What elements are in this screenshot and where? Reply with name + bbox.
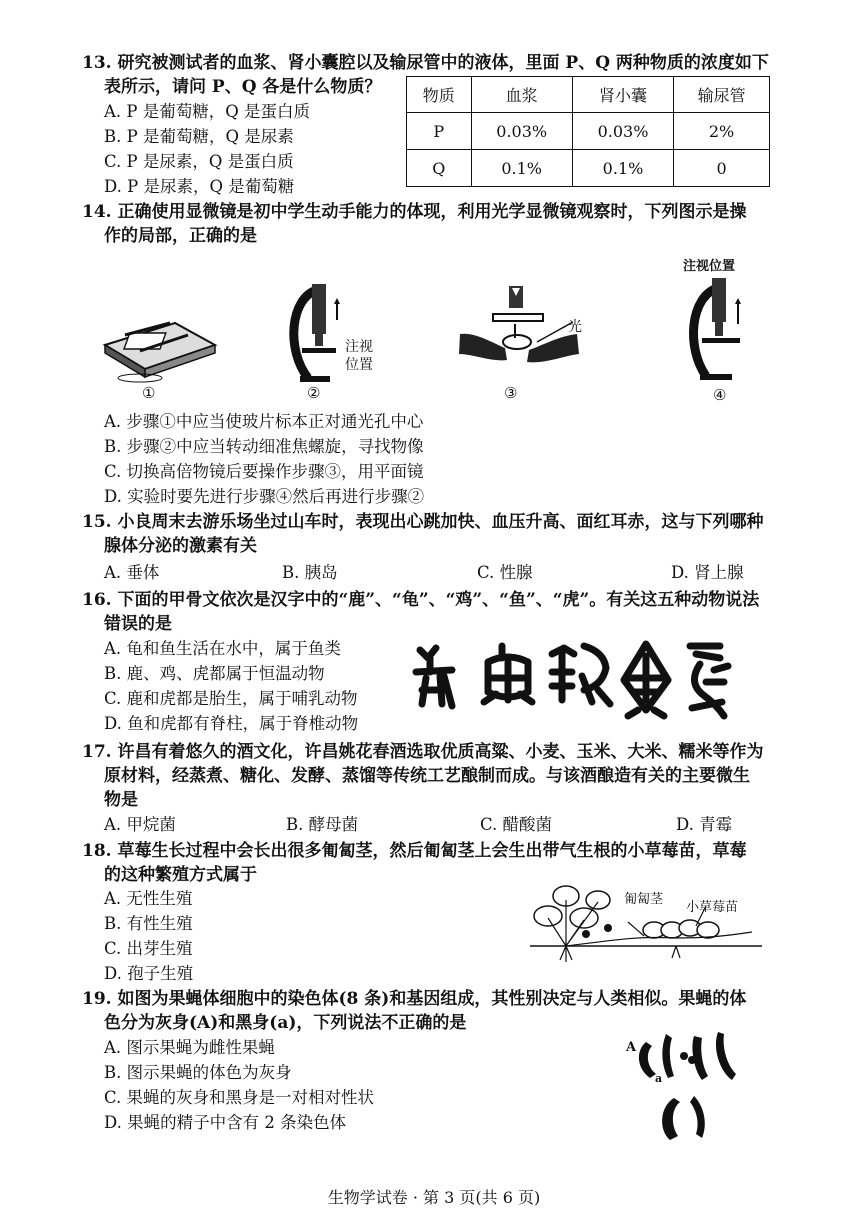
q14-figure-3-number: ③ (504, 384, 518, 402)
oracle-chicken-icon (552, 646, 610, 704)
table-cell: 0 (674, 150, 770, 187)
q19-gene-label-A: A (626, 1040, 637, 1055)
q18-option-c[interactable]: C. 出芽生殖 (104, 939, 193, 958)
oracle-tiger-icon (690, 646, 728, 716)
table-cell: 0.03% (471, 113, 572, 150)
q19-stem-line1: 19. 如图为果蝇体细胞中的染色体(8 条)和基因组成，其性别决定与人类相似。果蝇的体 (82, 989, 747, 1009)
q14-stem-line1: 14. 正确使用显微镜是初中学生动手能力的体现，利用光学显微镜观察时，下列图示是操 (82, 202, 747, 222)
q14-figure-2-number: ② (307, 384, 321, 402)
q19-option-d[interactable]: D. 果蝇的精子中含有 2 条染色体 (104, 1113, 347, 1132)
q17-option-a[interactable]: A. 甲烷菌 (104, 815, 176, 834)
q13-concentration-table (406, 76, 770, 187)
q16-option-d[interactable]: D. 鱼和虎都有脊柱，属于脊椎动物 (104, 714, 359, 733)
q13-option-a[interactable]: A. P 是葡萄糖，Q 是蛋白质 (104, 102, 311, 121)
table-cell: Q (407, 150, 472, 187)
table-cell: 0.03% (572, 113, 673, 150)
q13-stem-line2: 表所示，请问 P、Q 各是什么物质？ (104, 77, 382, 97)
q19-stem-line2: 色分为灰身(A)和黑身(a)，下列说法不正确的是 (104, 1013, 467, 1033)
q15-stem-line1: 15. 小良周末去游乐场坐过山车时，表现出心跳加快、血压升高、面红耳赤，这与下列哪种 (82, 512, 764, 532)
q19-option-a[interactable]: A. 图示果蝇为雌性果蝇 (104, 1038, 275, 1057)
q15-option-c[interactable]: C. 性腺 (477, 563, 533, 582)
q14-watch-label: 注视 (345, 339, 373, 355)
oracle-fish-icon (624, 644, 668, 716)
q16-option-c[interactable]: C. 鹿和虎都是胎生，属于哺乳动物 (104, 689, 358, 708)
q14-watch-position-top-label: 注视位置 (683, 259, 736, 274)
q14-option-c[interactable]: C. 切换高倍物镜后要操作步骤③，用平面镜 (104, 462, 424, 481)
q17-option-b[interactable]: B. 酵母菌 (286, 815, 359, 834)
table-cell: P (407, 113, 472, 150)
q13-stem-line1: 13. 研究被测试者的血浆、肾小囊腔以及输尿管中的液体，里面 P、Q 两种物质的浓度如下 (82, 53, 769, 73)
q14-position-label: 位置 (345, 357, 373, 373)
q14-stem-line2: 作的局部，正确的是 (104, 226, 257, 246)
table-header: 血浆 (471, 77, 572, 113)
q18-stolon-label: 匍匐茎 (624, 892, 664, 907)
q14-option-b[interactable]: B. 步骤②中应当转动细准焦螺旋，寻找物像 (104, 437, 424, 456)
table-header: 物质 (407, 77, 472, 113)
q18-option-a[interactable]: A. 无性生殖 (104, 889, 193, 908)
q17-option-d[interactable]: D. 青霉 (676, 815, 733, 834)
table-cell: 0.1% (572, 150, 673, 187)
q17-option-c[interactable]: C. 醋酸菌 (480, 815, 553, 834)
q18-seedling-label: 小草莓苗 (686, 900, 739, 915)
q13-option-d[interactable]: D. P 是尿素，Q 是葡萄糖 (104, 177, 295, 196)
q19-option-b[interactable]: B. 图示果蝇的体色为灰身 (104, 1063, 292, 1082)
q18-strawberry-figure (526, 870, 766, 970)
table-cell: 0.1% (471, 150, 572, 187)
q18-stem-line2: 的这种繁殖方式属于 (104, 865, 257, 885)
q14-option-a[interactable]: A. 步骤①中应当使玻片标本正对通光孔中心 (104, 412, 424, 431)
q14-figure-2-microscope (282, 280, 352, 388)
page-footer: 生物学试卷 · 第 3 页(共 6 页) (327, 1188, 541, 1207)
q15-option-b[interactable]: B. 胰岛 (282, 563, 338, 582)
q16-option-a[interactable]: A. 龟和鱼生活在水中，属于鱼类 (104, 639, 341, 658)
q17-stem-line3: 物是 (104, 790, 138, 810)
q14-figure-1-stage (100, 305, 220, 385)
q18-option-d[interactable]: D. 孢子生殖 (104, 964, 194, 983)
q16-stem-line2: 错误的是 (104, 614, 172, 634)
q15-stem-line2: 腺体分泌的激素有关 (104, 536, 257, 556)
q14-figure-4-microscope (678, 272, 754, 384)
q19-chromosome-figure (620, 1020, 760, 1150)
oracle-deer-icon (416, 648, 452, 706)
oracle-turtle-icon (484, 646, 532, 702)
q18-stem-line1: 18. 草莓生长过程中会长出很多匍匐茎，然后匍匐茎上会生出带气生根的小草莓苗，草莓 (82, 841, 747, 861)
q14-figure-3-hands-mirror (455, 284, 585, 376)
q18-option-b[interactable]: B. 有性生殖 (104, 914, 193, 933)
q14-figure-4-number: ④ (713, 386, 727, 404)
q15-option-d[interactable]: D. 肾上腺 (671, 563, 744, 582)
q14-light-label: 光 (568, 319, 582, 335)
q14-option-d[interactable]: D. 实验时要先进行步骤④然后再进行步骤② (104, 487, 425, 506)
q13-option-b[interactable]: B. P 是葡萄糖，Q 是尿素 (104, 127, 294, 146)
q19-gene-label-a: a (655, 1072, 663, 1085)
table-header: 输尿管 (674, 77, 770, 113)
q17-stem-line1: 17. 许昌有着悠久的酒文化，许昌姚花春酒选取优质高粱、小麦、玉米、大米、糯米等作为 (82, 742, 764, 762)
q16-option-b[interactable]: B. 鹿、鸡、虎都属于恒温动物 (104, 664, 325, 683)
q15-option-a[interactable]: A. 垂体 (104, 563, 160, 582)
q19-option-c[interactable]: C. 果蝇的灰身和黑身是一对相对性状 (104, 1088, 375, 1107)
table-header: 肾小囊 (572, 77, 673, 113)
q17-stem-line2: 原材料，经蒸煮、糖化、发酵、蒸馏等传统工艺酿制而成。与该酒酿造有关的主要微生 (104, 766, 750, 786)
q16-oracle-bone-figure (408, 636, 738, 720)
q14-figure-1-number: ① (142, 384, 156, 402)
table-cell: 2% (674, 113, 770, 150)
q16-stem-line1: 16. 下面的甲骨文依次是汉字中的“鹿”、“龟”、“鸡”、“鱼”、“虎”。有关这五种动物说法 (82, 590, 760, 610)
q13-option-c[interactable]: C. P 是尿素，Q 是蛋白质 (104, 152, 294, 171)
